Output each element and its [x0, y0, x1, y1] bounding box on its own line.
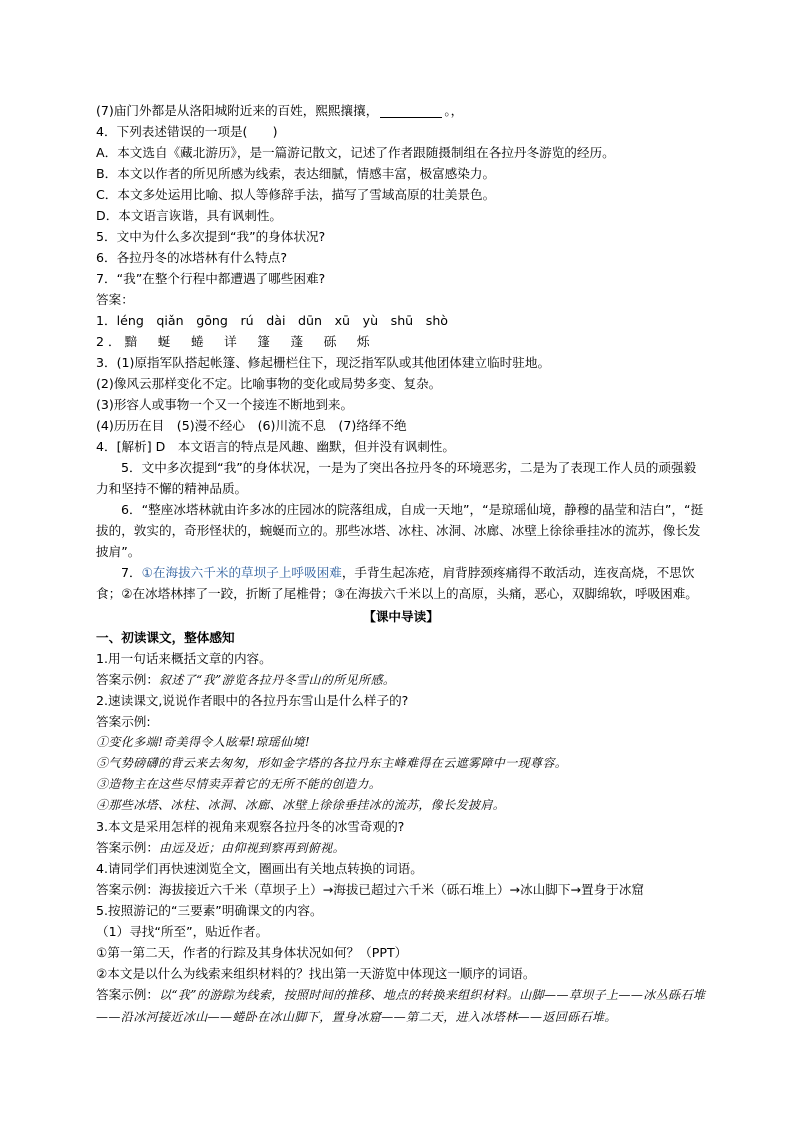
question-7: 7．“我”在整个行程中都遭遇了哪些困难?	[96, 271, 326, 286]
answer-7: 7．①在海拔六千米的草坝子上呼吸困难，手背生起冻疮，肩背脖颈疼痛得不敢活动，连夜高烧，不思饮食；②在冰塔林摔了一跤，折断了尾椎骨；③在海拔六千米以上的高原，头痛，恶心，双脚绵软，呼吸困难。	[96, 565, 698, 601]
answer-blank[interactable]	[380, 105, 442, 118]
guide-subquestion-1: ①第一第二天，作者的行踪及其身体状况如何？（PPT）	[96, 945, 408, 960]
answer-6: 6．“整座冰塔林就由许多冰的庄园冰的院落组成，自成一天地”，“是琼瑶仙境，静穆的晶莹和洁白”，“挺拔的，敦实的，奇形怪状的，蜿蜒而立的。那些冰塔、冰柱、冰洞、冰廊、冰壁上徐徐垂挂冰的流苏，像长发披肩”。	[96, 502, 704, 559]
answer-3-3: (3)形容人或事物一个又一个接连不断地到来。	[96, 397, 354, 412]
answer-label: 答案：	[96, 292, 134, 307]
section-title: 【课中导读】	[363, 609, 439, 624]
option-d: D．本文语言诙谐，具有讽刺性。	[96, 208, 283, 223]
guide-answer-5: 答案示例：以“我”的游踪为线索，按照时间的推移、地点的转换来组织材料。山脚——草坝子上——冰丛砾石堆——沿冰河接近冰山——蜷卧在冰山脚下，置身冰窟——第二天，进入冰塔林——返回砾石堆。	[96, 987, 706, 1024]
guide-question-1: 1.用一句话来概括文章的内容。	[96, 651, 272, 666]
answer-4: 4．[解析] D 本文语言的特点是风趣、幽默，但并没有讽刺性。	[96, 439, 455, 454]
guide-answer-2-3: ③造物主在这些尽情卖弄着它的无所不能的创造力。	[96, 777, 382, 791]
answer-5: 5．文中多次提到“我”的身体状况，一是为了突出各拉丹冬的环境恶劣，二是为了表现工作人员的顽强毅力和坚持不懈的精神品质。	[96, 460, 697, 496]
answer-3-2: (2)像风云那样变化不定。比喻事物的变化或局势多变、复杂。	[96, 376, 442, 391]
part-1-title: 一、初读课文，整体感知	[96, 630, 235, 645]
guide-answer-2-label: 答案示例:	[96, 714, 151, 729]
answer-3-1: 3．(1)原指军队搭起帐篷、修起栅栏住下，现泛指军队或其他团体建立临时驻地。	[96, 355, 551, 370]
answer-1-pinyin: 1．léng qiǎn gōng rú dài dūn xū yù shū shò	[96, 313, 449, 328]
guide-answer-1: 答案示例：叙述了“我”游览各拉丹冬雪山的所见所感。	[96, 672, 396, 687]
option-c: C．本文多处运用比喻、拟人等修辞手法，描写了雪域高原的壮美景色。	[96, 187, 496, 202]
answer-7-highlight: ①在海拔六千米的草坝子上呼吸困难	[141, 565, 342, 580]
question-4: 4．下列表述错误的一项是( )	[96, 124, 278, 139]
guide-question-3: 3.本文是采用怎样的视角来观察各拉丹冬的冰雪奇观的?	[96, 819, 405, 834]
answer-2-characters: 2．黯 蜒 蜷 详 篷 蓬 砾 烁	[96, 334, 374, 349]
document-page	[96, 100, 706, 1028]
guide-answer-4: 答案示例：海拔接近六千米（草坝子上）→海拔已超过六千米（砾石堆上）→冰山脚下→置身于冰窟	[96, 882, 645, 897]
guide-question-5: 5.按照游记的“三要素”明确课文的内容。	[96, 903, 323, 918]
answer-3-4: (4)历历在目 (5)漫不经心 (6)川流不息 (7)络绎不绝	[96, 418, 407, 433]
guide-subsection-1: （1）寻找“所至”，贴近作者。	[96, 924, 269, 939]
question-5: 5．文中为什么多次提到“我”的身体状况?	[96, 229, 326, 244]
question-7-fill: (7)庙门外都是从洛阳城附近来的百姓，熙熙攘攘， 。，	[96, 103, 464, 118]
guide-question-2: 2.速读课文,说说作者眼中的各拉丹东雪山是什么样子的?	[96, 693, 409, 708]
guide-question-4: 4.请同学们再快速浏览全文，圈画出有关地点转换的词语。	[96, 861, 423, 876]
option-b: B．本文以作者的所见所感为线索，表达细腻，情感丰富，极富感染力。	[96, 166, 496, 181]
guide-subquestion-2: ②本文是以什么为线索来组织材料的？找出第一天游览中体现这一顺序的词语。	[96, 966, 536, 981]
guide-answer-2-2: ⑤气势磅礴的背云来去匆匆，形如金字塔的各拉丹东主峰难得在云遮雾障中一现尊容。	[96, 756, 568, 770]
guide-answer-2-1: ①变化多端!奇美得令人眩晕!琼瑶仙境!	[96, 735, 311, 749]
guide-answer-3: 答案示例：由远及近；由仰视到察再到俯视。	[96, 840, 345, 855]
question-6: 6．各拉丹冬的冰塔林有什么特点?	[96, 250, 288, 265]
option-a: A．本文选自《藏北游历》，是一篇游记散文，记述了作者跟随摄制组在各拉丹冬游览的经历。	[96, 145, 615, 160]
guide-answer-2-4: ④那些冰塔、冰柱、冰洞、冰廊、冰壁上徐徐垂挂冰的流苏，像长发披肩。	[96, 798, 506, 812]
